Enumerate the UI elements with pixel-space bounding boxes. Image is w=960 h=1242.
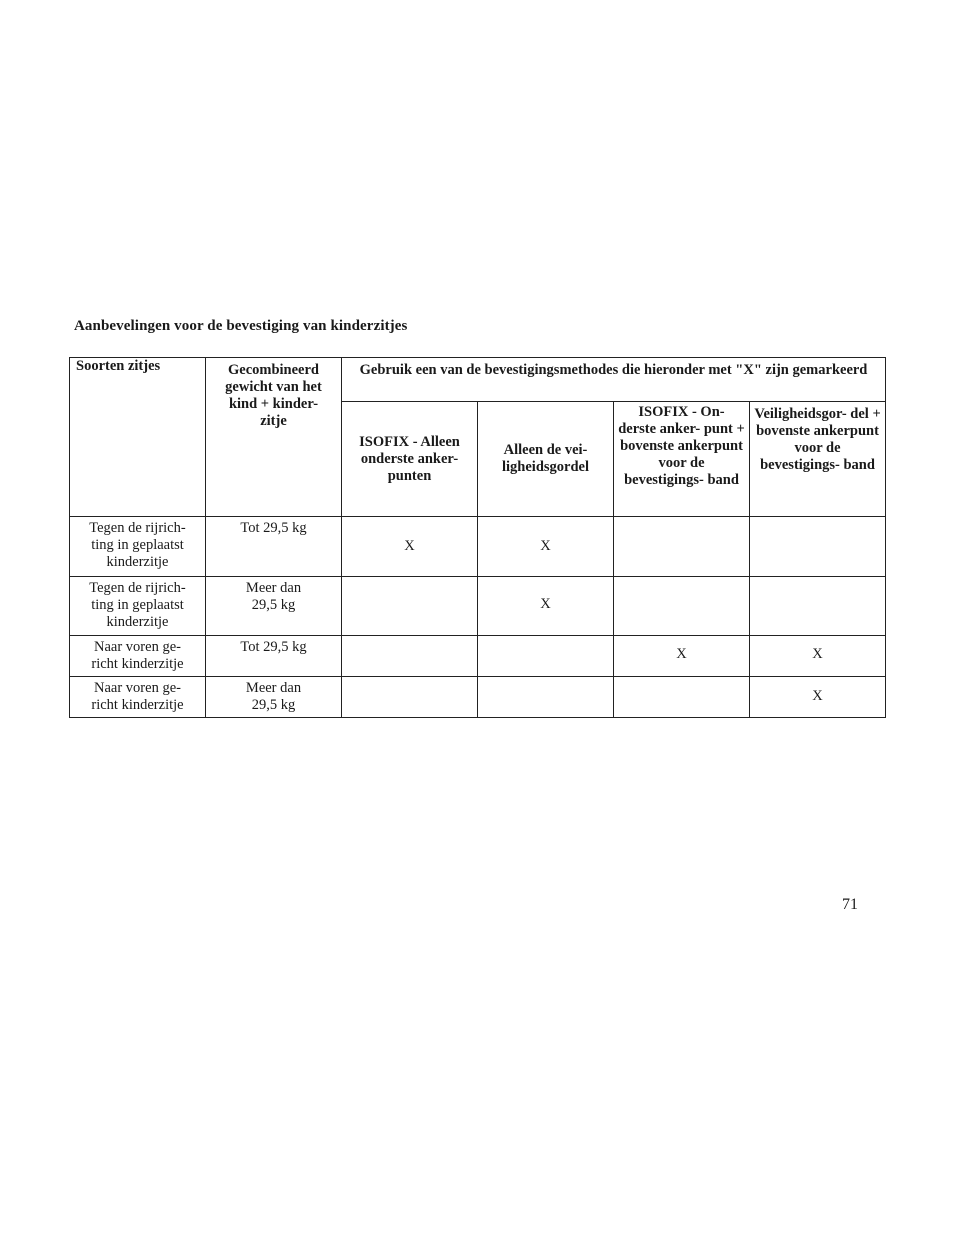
row-mark (478, 677, 614, 718)
header-method-seatbelt: Alleen de vei- ligheidsgordel (478, 402, 614, 517)
row-mark: X (342, 517, 478, 577)
row-weight: Meer dan 29,5 kg (206, 677, 342, 718)
row-mark (750, 517, 886, 577)
header-combined-weight: Gecombineerd gewicht van het kind + kinder- zitje (206, 358, 342, 517)
header-method-isofix-lower: ISOFIX - Alleen onderste anker- punten (342, 402, 478, 517)
header-method-belt-tether: Veiligheidsgor- del + bovenste ankerpunt voor de bevestigings- band (750, 402, 886, 517)
page-number: 71 (842, 896, 858, 913)
row-mark (614, 677, 750, 718)
row-mark (750, 577, 886, 636)
row-mark (342, 636, 478, 677)
child-seat-table (69, 357, 886, 718)
row-mark: X (750, 677, 886, 718)
row-seat-type: Tegen de rijrich- ting in geplaatst kinderzitje (70, 577, 206, 636)
row-weight: Tot 29,5 kg (206, 636, 342, 677)
table-row (70, 577, 886, 636)
section-title: Aanbevelingen voor de bevestiging van kinderzitjes (74, 318, 408, 334)
row-mark: X (614, 636, 750, 677)
table-row (70, 636, 886, 677)
row-mark: X (750, 636, 886, 677)
row-mark: X (478, 577, 614, 636)
table-row (70, 677, 886, 718)
header-methods-group: Gebruik een van de bevestigingsmethodes die hieronder met "X" zijn gemarkeerd (342, 358, 886, 402)
row-weight: Meer dan 29,5 kg (206, 577, 342, 636)
row-mark (614, 577, 750, 636)
row-mark (342, 577, 478, 636)
row-seat-type: Naar voren ge- richt kinderzitje (70, 636, 206, 677)
header-seat-types: Soorten zitjes (70, 358, 206, 517)
row-seat-type: Tegen de rijrich- ting in geplaatst kinderzitje (70, 517, 206, 577)
row-seat-type: Naar voren ge- richt kinderzitje (70, 677, 206, 718)
row-weight: Tot 29,5 kg (206, 517, 342, 577)
table-row (70, 517, 886, 577)
row-mark (342, 677, 478, 718)
row-mark (614, 517, 750, 577)
table-header-row (70, 358, 886, 402)
row-mark (478, 636, 614, 677)
row-mark: X (478, 517, 614, 577)
header-method-isofix-tether: ISOFIX - On- derste anker- punt + bovenste ankerpunt voor de bevestigings- band (614, 402, 750, 517)
